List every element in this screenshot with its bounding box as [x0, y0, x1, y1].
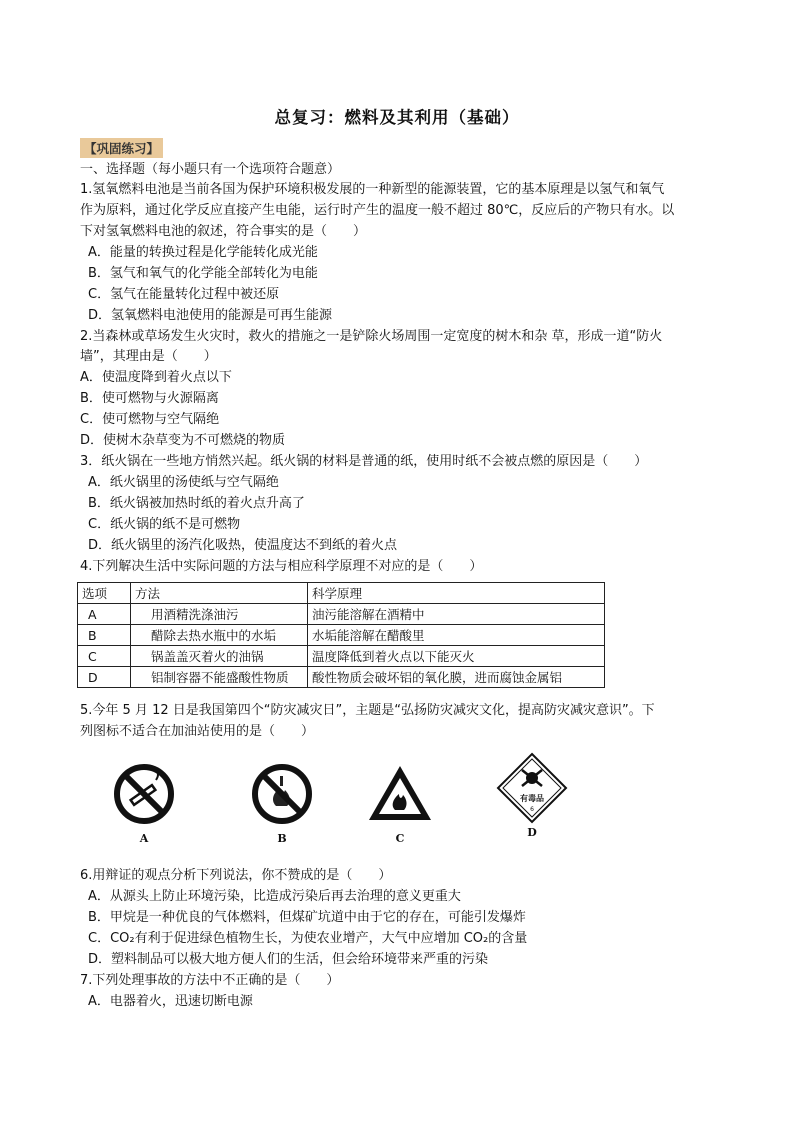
table-header-row [78, 583, 605, 604]
table-cell: 水垢能溶解在醋酸里 [308, 625, 605, 646]
q1-option-b: B．氢气和氧气的化学能全部转化为电能 [88, 266, 318, 281]
table-row [78, 604, 605, 625]
section-heading: 一、选择题（每小题只有一个选项符合题意） [80, 162, 341, 177]
table-row [78, 646, 605, 667]
table-cell: 油污能溶解在酒精中 [308, 604, 605, 625]
icon-label: C [395, 832, 405, 845]
q2-option-a: A．使温度降到着火点以下 [80, 370, 232, 385]
q5-icon-row [104, 762, 574, 852]
table-header-cell: 科学原理 [308, 583, 605, 604]
flammable-warning-icon [365, 762, 435, 826]
q5-text-line2: 列图标不适合在加油站使用的是（ ） [80, 724, 315, 739]
toxic-sign-text: 有毒品 [520, 794, 544, 803]
q5-icon-c [360, 762, 440, 845]
q5-icon-d [492, 752, 572, 839]
q7-option-a: A．电器着火，迅速切断电源 [88, 994, 253, 1009]
q1-option-d: D．氢氧燃料电池使用的能源是可再生能源 [88, 308, 333, 323]
table-cell: 酸性物质会破坏铝的氧化膜，进而腐蚀金属铝 [308, 667, 605, 688]
q1-text-line1: 1.氢氧燃料电池是当前各国为保护环境积极发展的一种新型的能源装置，它的基本原理是以氢气和氧气 [80, 182, 665, 197]
table-cell: D [78, 667, 131, 688]
q2-option-b: B．使可燃物与火源隔离 [80, 391, 219, 406]
icon-label: B [277, 832, 287, 845]
table-row [78, 667, 605, 688]
q3-text-line1: 3．纸火锅在一些地方悄然兴起。纸火锅的材料是普通的纸，使用时纸不会被点燃的原因是（ ） [80, 454, 648, 469]
table-cell: A [78, 604, 131, 625]
q5-text-line1: 5.今年 5 月 12 日是我国第四个“防灾减灾日”，主题是“弘扬防灾减灾文化，提高防灾减灾意识”。下 [80, 703, 655, 718]
q4-text-line1: 4.下列解决生活中实际问题的方法与相应科学原理不对应的是（ ） [80, 559, 483, 574]
no-fire-icon [250, 762, 314, 826]
table-row [78, 625, 605, 646]
table-header-cell: 选项 [78, 583, 131, 604]
q1-option-c: C．氢气在能量转化过程中被还原 [88, 287, 280, 302]
q6-option-b: B．甲烷是一种优良的气体燃料，但煤矿坑道中由于它的存在，可能引发爆炸 [88, 910, 526, 925]
q1-text-line2: 作为原料，通过化学反应直接产生电能，运行时产生的温度一般不超过 80℃，反应后的产物只有水。以 [80, 203, 675, 218]
q2-option-c: C．使可燃物与空气隔绝 [80, 412, 220, 427]
table-cell: 醋除去热水瓶中的水垢 [131, 625, 308, 646]
toxic-substance-icon [496, 752, 568, 824]
page-title: 总复习：燃料及其利用（基础） [274, 108, 520, 127]
table-cell: C [78, 646, 131, 667]
q2-option-d: D．使树木杂草变为不可燃烧的物质 [80, 433, 286, 448]
q3-option-c: C．纸火锅的纸不是可燃物 [88, 517, 241, 532]
q2-text-line2: 墙”，其理由是（ ） [80, 349, 217, 364]
q1-option-a: A．能量的转换过程是化学能转化成光能 [88, 245, 318, 260]
no-smoking-icon [112, 762, 176, 826]
table-cell: 锅盖盖灭着火的油锅 [131, 646, 308, 667]
q6-option-a: A．从源头上防止环境污染，比造成污染后再去治理的意义更重大 [88, 889, 461, 904]
icon-label: D [527, 826, 537, 839]
q3-option-b: B．纸火锅被加热时纸的着火点升高了 [88, 496, 305, 511]
q6-option-d: D．塑料制品可以极大地方便人们的生活，但会给环境带来严重的污染 [88, 952, 489, 967]
q1-text-line3: 下对氢氧燃料电池的叙述，符合事实的是（ ） [80, 224, 367, 239]
table-cell: B [78, 625, 131, 646]
q5-icon-a [104, 762, 184, 845]
toxic-sign-number: 6 [530, 806, 534, 813]
q6-option-c: C．CO₂有利于促进绿色植物生长，为使农业增产，大气中应增加 CO₂的含量 [88, 931, 528, 946]
table-cell: 用酒精洗涤油污 [131, 604, 308, 625]
icon-label: A [139, 832, 149, 845]
table-cell: 温度降低到着火点以下能灭火 [308, 646, 605, 667]
q2-text-line1: 2.当森林或草场发生火灾时，救火的措施之一是铲除火场周围一定宽度的树木和杂 草，形成一道“防火 [80, 329, 663, 344]
q7-text-line1: 7.下列处理事故的方法中不正确的是（ ） [80, 973, 340, 988]
table-cell: 铝制容器不能盛酸性物质 [131, 667, 308, 688]
q6-text-line1: 6.用辩证的观点分析下列说法，你不赞成的是（ ） [80, 868, 392, 883]
q3-option-d: D．纸火锅里的汤汽化吸热，使温度达不到纸的着火点 [88, 538, 398, 553]
q5-icon-b [242, 762, 322, 845]
section-tag: 【巩固练习】 [80, 138, 163, 158]
q4-table [77, 582, 605, 688]
table-header-cell: 方法 [131, 583, 308, 604]
q3-option-a: A．纸火锅里的汤使纸与空气隔绝 [88, 475, 279, 490]
